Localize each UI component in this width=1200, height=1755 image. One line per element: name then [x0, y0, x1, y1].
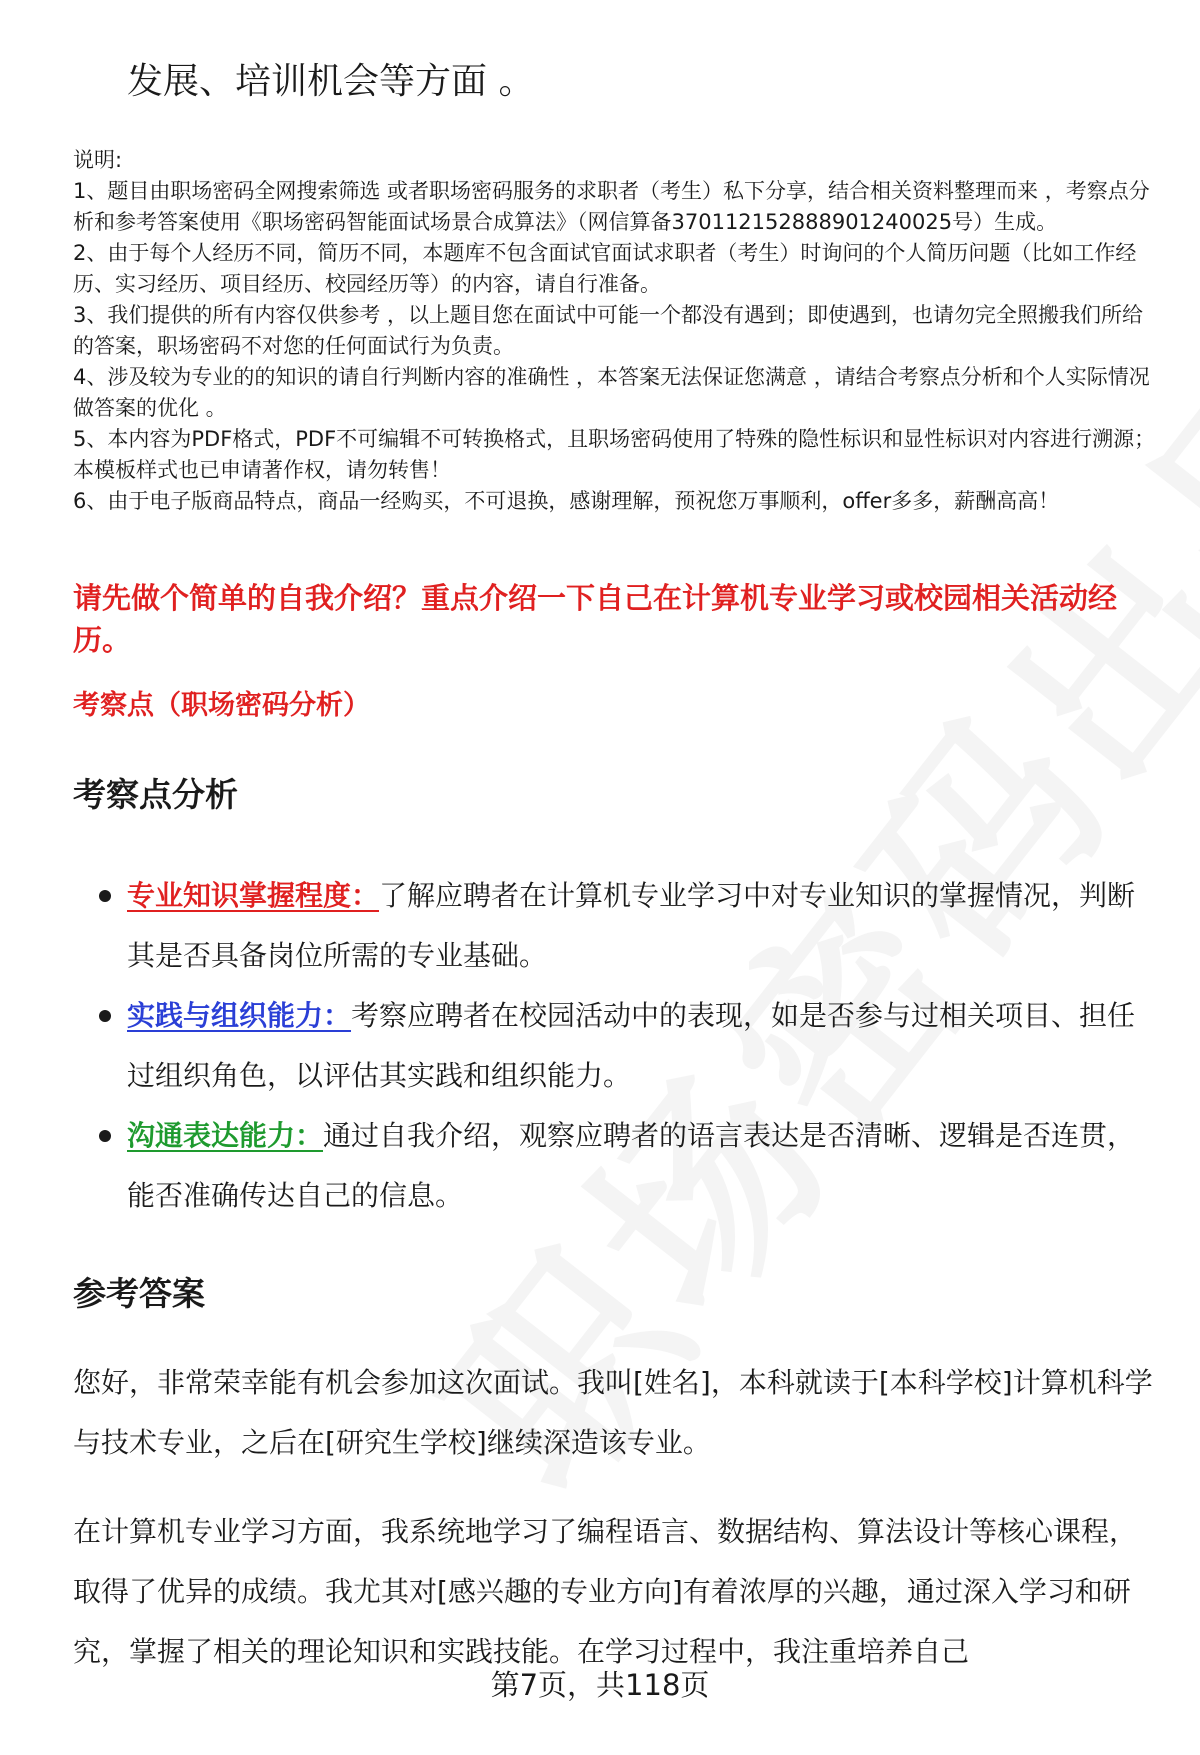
note-item: 6、由于电子版商品特点，商品一经购买，不可退换，感谢理解，预祝您万事顺利，offer多多，薪酬高高！ [73, 489, 1060, 513]
analysis-term: 专业知识掌握程度： [127, 879, 380, 912]
page-number: 第7页，共118页 [490, 1668, 710, 1702]
assessment-label: 考察点（职场密码分析） [73, 690, 370, 721]
answer-paragraph: 您好，非常荣幸能有机会参加这次面试。我叫[姓名]，本科就读于[本科学校]计算机科学与技术专业，之后在[研究生学校]继续深造该专业。 [73, 1366, 1153, 1459]
interview-question: 请先做个简单的自我介绍？重点介绍一下自己在计算机专业学习或校园相关活动经历。 [73, 581, 1118, 657]
bullet-icon [99, 890, 111, 902]
note-item: 4、涉及较为专业的的知识的请自行判断内容的准确性 ，本答案无法保证您满意 ，请结合考察点分析和个人实际情况做答案的优化 。 [73, 365, 1150, 420]
note-item: 3、我们提供的所有内容仅供参考 ，以上题目您在面试中可能一个都没有遇到；即使遇到，也请勿完全照搬我们所给的答案，职场密码不对您的任何面试行为负责。 [73, 303, 1144, 358]
list-item [73, 986, 1158, 1106]
note-item: 2、由于每个人经历不同，简历不同，本题库不包含面试官面试求职者（考生）时询问的个人简历问题（比如工作经历、实习经历、项目经历、校园经历等）的内容，请自行准备。 [73, 241, 1137, 296]
notes-section [73, 145, 1158, 517]
analysis-text: 通过自我介绍，观察应聘者的语言表达是否清晰、逻辑是否连贯，能否准确传达自己的信息。 [127, 1119, 1136, 1212]
answer-paragraph: 在计算机专业学习方面，我系统地学习了编程语言、数据结构、算法设计等核心课程，取得了优异的成绩。我尤其对[感兴趣的专业方向]有着浓厚的兴趣，通过深入学习和研究，掌握了相关的理论知识和实践技能。在学习过程中，我注重培养自己 [73, 1515, 1138, 1668]
note-item: 1、题目由职场密码全网搜索筛选 或者职场密码服务的求职者（考生）私下分享，结合相关资料整理而来 ，考察点分析和参考答案使用《职场密码智能面试场景合成算法》（网信算备370112152888901240025号）生成。 [73, 179, 1150, 234]
analysis-title: 考察点分析 [73, 775, 238, 814]
analysis-text: 了解应聘者在计算机专业学习中对专业知识的掌握情况，判断其是否具备岗位所需的专业基础。 [127, 879, 1136, 972]
analysis-list [73, 866, 1158, 1226]
analysis-term: 沟通表达能力： [127, 1119, 324, 1152]
reference-title: 参考答案 [73, 1274, 205, 1313]
note-item: 5、本内容为PDF格式，PDF不可编辑不可转换格式，且职场密码使用了特殊的隐性标识和显性标识对内容进行溯源；本模板样式也已申请著作权，请勿转售！ [73, 427, 1156, 482]
bullet-icon [99, 1130, 111, 1142]
analysis-term: 实践与组织能力： [127, 999, 352, 1032]
list-item [73, 1106, 1158, 1226]
continued-text: 发展、培训机会等方面 。 [127, 61, 535, 102]
bullet-icon [99, 1010, 111, 1022]
analysis-text: 考察应聘者在校园活动中的表现，如是否参与过相关项目、担任过组织角色，以评估其实践和组织能力。 [127, 999, 1136, 1092]
list-item [73, 866, 1158, 986]
notes-heading: 说明: [73, 148, 123, 172]
